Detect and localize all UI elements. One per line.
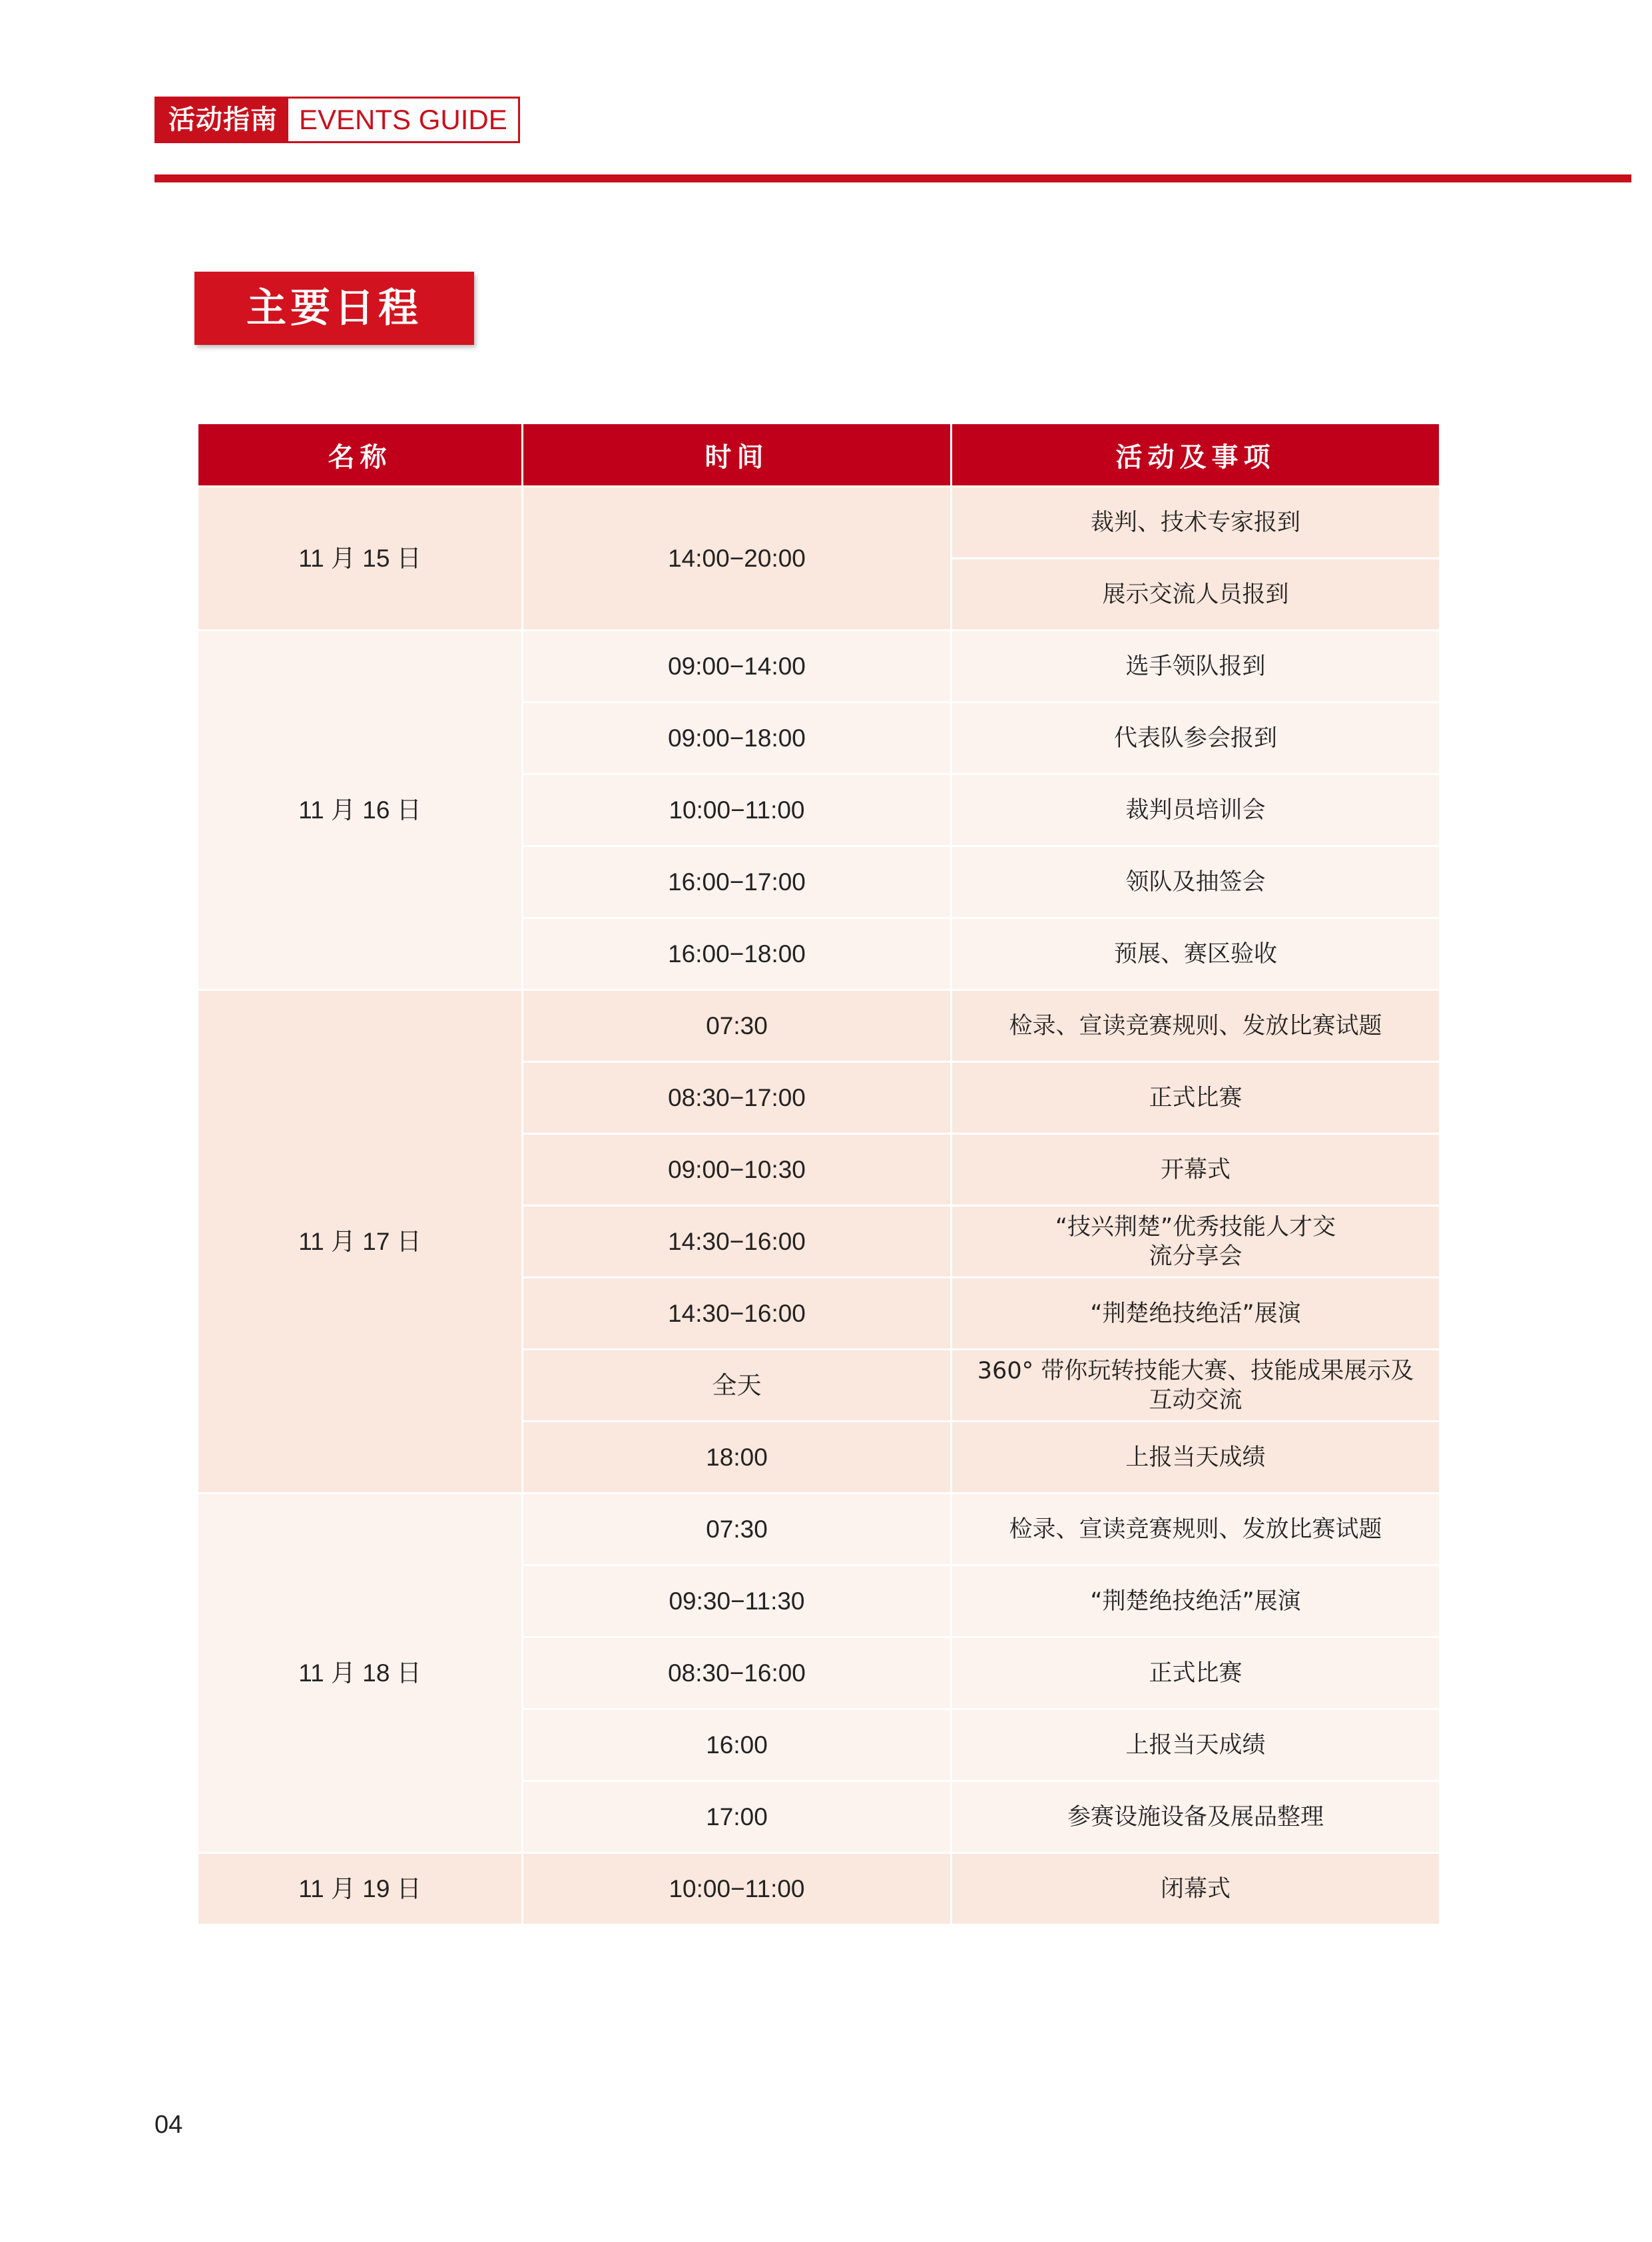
- event-cell: “荆楚绝技绝活”展演: [952, 1278, 1440, 1350]
- event-cell: 正式比赛: [952, 1062, 1440, 1134]
- time-cell: 17:00: [523, 1781, 952, 1853]
- table-row: [198, 487, 1440, 559]
- event-cell: 代表队参会报到: [952, 702, 1440, 774]
- time-cell: 09:00−14:00: [523, 631, 952, 702]
- date-cell: 11 月 17 日: [198, 990, 523, 1494]
- time-cell: 08:30−16:00: [523, 1637, 952, 1709]
- schedule-table: [196, 424, 1441, 1926]
- event-cell: 裁判员培训会: [952, 774, 1440, 846]
- section-title: 主要日程: [194, 272, 474, 345]
- header-divider: [154, 174, 1631, 182]
- event-cell: 闭幕式: [952, 1853, 1440, 1925]
- table-header-row: [198, 424, 1440, 487]
- day-group-1115: [198, 487, 1440, 631]
- event-cell: 正式比赛: [952, 1637, 1440, 1709]
- date-cell: 11 月 18 日: [198, 1494, 523, 1853]
- date-cell: 11 月 19 日: [198, 1853, 523, 1925]
- column-header-name: 名称: [198, 424, 523, 487]
- tag-cn: 活动指南: [156, 99, 288, 141]
- event-cell: 裁判、技术专家报到: [952, 487, 1440, 559]
- table-row: [198, 631, 1440, 702]
- event-cell: 预展、赛区验收: [952, 918, 1440, 990]
- event-cell: “技兴荆楚”优秀技能人才交流分享会: [952, 1206, 1440, 1278]
- time-cell: 09:00−10:30: [523, 1134, 952, 1206]
- day-group-1117: [198, 990, 1440, 1494]
- event-cell: 选手领队报到: [952, 631, 1440, 702]
- events-guide-tag: [154, 97, 520, 143]
- event-cell: 展示交流人员报到: [952, 559, 1440, 631]
- table-row: [198, 1494, 1440, 1565]
- event-cell: 领队及抽签会: [952, 846, 1440, 918]
- event-cell: 上报当天成绩: [952, 1709, 1440, 1781]
- time-cell: 14:30−16:00: [523, 1206, 952, 1278]
- event-cell: “荆楚绝技绝活”展演: [952, 1565, 1440, 1637]
- column-header-event: 活动及事项: [952, 424, 1440, 487]
- time-cell: 08:30−17:00: [523, 1062, 952, 1134]
- event-cell: 检录、宣读竞赛规则、发放比赛试题: [952, 990, 1440, 1062]
- tag-en: EVENTS GUIDE: [288, 99, 518, 141]
- date-cell: 11 月 16 日: [198, 631, 523, 990]
- time-cell: 10:00−11:00: [523, 774, 952, 846]
- time-cell: 16:00: [523, 1709, 952, 1781]
- time-cell: 18:00: [523, 1422, 952, 1494]
- time-cell: 16:00−17:00: [523, 846, 952, 918]
- event-cell: 开幕式: [952, 1134, 1440, 1206]
- event-cell: 参赛设施设备及展品整理: [952, 1781, 1440, 1853]
- time-cell: 14:30−16:00: [523, 1278, 952, 1350]
- time-cell: 09:00−18:00: [523, 702, 952, 774]
- time-cell: 07:30: [523, 990, 952, 1062]
- date-cell: 11 月 15 日: [198, 487, 523, 631]
- column-header-time: 时间: [523, 424, 952, 487]
- day-group-1118: [198, 1494, 1440, 1853]
- day-group-1116: [198, 631, 1440, 990]
- time-cell: 10:00−11:00: [523, 1853, 952, 1925]
- time-cell: 14:00−20:00: [523, 487, 952, 631]
- table-row: [198, 1853, 1440, 1925]
- time-cell: 全天: [523, 1350, 952, 1422]
- page-number: 04: [154, 2111, 183, 2139]
- event-cell: 上报当天成绩: [952, 1422, 1440, 1494]
- time-cell: 16:00−18:00: [523, 918, 952, 990]
- event-cell: 360° 带你玩转技能大赛、技能成果展示及互动交流: [952, 1350, 1440, 1422]
- day-group-1119: [198, 1853, 1440, 1925]
- table-row: [198, 990, 1440, 1062]
- event-cell: 检录、宣读竞赛规则、发放比赛试题: [952, 1494, 1440, 1565]
- time-cell: 07:30: [523, 1494, 952, 1565]
- time-cell: 09:30−11:30: [523, 1565, 952, 1637]
